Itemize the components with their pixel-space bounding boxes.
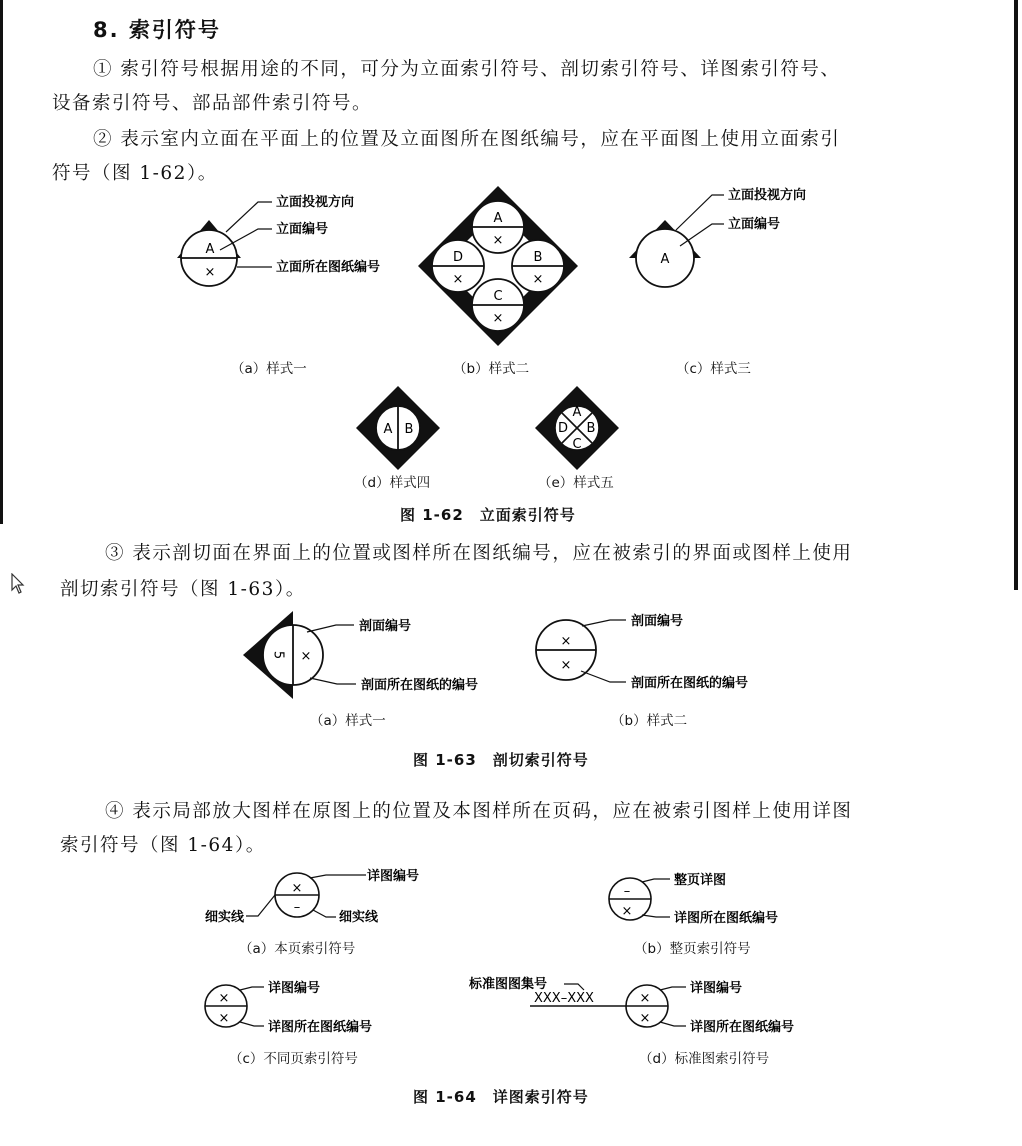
label-elevation-sheet: 立面所在图纸编号 bbox=[276, 260, 381, 275]
letter-a: A bbox=[205, 242, 215, 257]
cross-mark: × bbox=[639, 991, 651, 1006]
leader-line bbox=[307, 625, 354, 632]
figure-1-63 bbox=[0, 605, 1022, 705]
label-view-direction: 立面投视方向 bbox=[276, 195, 355, 210]
letter-c: C bbox=[493, 289, 503, 304]
leader-line bbox=[581, 671, 626, 682]
label-elevation-number: 立面编号 bbox=[728, 217, 781, 232]
paragraph-2-line-1: ② 表示室内立面在平面上的位置及立面图所在图纸编号，应在平面图上使用立面索引 bbox=[93, 129, 841, 150]
label-view-direction: 立面投视方向 bbox=[728, 188, 807, 203]
section-number: 5 bbox=[270, 650, 286, 660]
leader-line bbox=[676, 195, 724, 230]
atlas-value: XXX–XXX bbox=[534, 991, 594, 1006]
label-detail-number: 详图编号 bbox=[367, 869, 420, 884]
letter-a: A bbox=[660, 252, 670, 267]
leader-line bbox=[240, 987, 264, 990]
section-symbol-a bbox=[243, 611, 356, 699]
cross-mark: × bbox=[492, 311, 504, 326]
label-atlas-number: 标准图图集号 bbox=[469, 977, 548, 992]
section-heading: 8. 索引符号 bbox=[93, 18, 221, 42]
label-detail-sheet: 详图所在图纸编号 bbox=[690, 1020, 795, 1035]
figure-1-64 bbox=[0, 862, 1022, 1042]
cross-mark: × bbox=[492, 233, 504, 248]
label-detail-sheet: 详图所在图纸编号 bbox=[674, 911, 779, 926]
label-thin-line: 细实线 bbox=[205, 910, 245, 925]
label-section-number: 剖面编号 bbox=[359, 619, 412, 634]
label-section-sheet: 剖面所在图纸的编号 bbox=[361, 678, 479, 693]
leader-line bbox=[313, 910, 336, 917]
cross-mark: × bbox=[452, 272, 464, 287]
cross-mark: × bbox=[560, 634, 572, 649]
mouse-pointer-icon bbox=[10, 573, 26, 595]
detail-symbol-c bbox=[205, 985, 264, 1027]
elevation-symbol-c bbox=[629, 195, 724, 287]
figure-62-title: 图 1-62 立面索引符号 bbox=[400, 506, 576, 524]
caption-63b: （b）样式二 bbox=[611, 713, 688, 729]
detail-symbol-b bbox=[609, 878, 670, 920]
caption-62a: （a）样式一 bbox=[231, 361, 307, 377]
cross-mark: × bbox=[204, 265, 216, 280]
caption-64d: （d）标准图索引符号 bbox=[639, 1051, 770, 1067]
label-section-sheet: 剖面所在图纸的编号 bbox=[631, 676, 749, 691]
leader-line bbox=[642, 915, 670, 917]
elevation-symbol-d bbox=[356, 386, 440, 470]
paragraph-4-line-1: ④ 表示局部放大图样在原图上的位置及本图样所在页码，应在被索引图样上使用详图 bbox=[105, 801, 853, 822]
dash-mark: – bbox=[293, 900, 301, 915]
elevation-symbol-a bbox=[177, 202, 272, 286]
cross-mark: × bbox=[560, 658, 572, 673]
caption-62b: （b）样式二 bbox=[453, 361, 530, 377]
letter-b: B bbox=[533, 250, 543, 265]
paragraph-3-line-2: 剖切索引符号（图 1-63）。 bbox=[60, 579, 306, 600]
elevation-symbol-e bbox=[535, 386, 619, 470]
letter-b: B bbox=[404, 422, 414, 437]
paragraph-1-line-2: 设备索引符号、部品部件索引符号。 bbox=[52, 93, 373, 114]
leader-line bbox=[642, 879, 670, 882]
cross-mark: × bbox=[291, 881, 303, 896]
leader-line bbox=[660, 987, 686, 990]
cross-mark: × bbox=[218, 991, 230, 1006]
caption-62e: （e）样式五 bbox=[538, 475, 614, 491]
cross-mark: × bbox=[532, 272, 544, 287]
leader-line bbox=[226, 202, 272, 232]
label-section-number: 剖面编号 bbox=[631, 614, 684, 629]
label-full-page: 整页详图 bbox=[674, 873, 727, 888]
section-symbol-b bbox=[536, 620, 626, 682]
figure-1-62 bbox=[0, 180, 1022, 500]
leader-line bbox=[310, 678, 356, 684]
label-detail-number: 详图编号 bbox=[268, 981, 321, 996]
label-detail-number: 详图编号 bbox=[690, 981, 743, 996]
label-detail-sheet: 详图所在图纸编号 bbox=[268, 1020, 373, 1035]
letter-d: D bbox=[452, 250, 464, 265]
letter-b: B bbox=[586, 421, 596, 436]
figure-64-title: 图 1-64 详图索引符号 bbox=[413, 1088, 589, 1106]
caption-62d: （d）样式四 bbox=[354, 475, 431, 491]
caption-64b: （b）整页索引符号 bbox=[634, 941, 751, 957]
cross-mark: × bbox=[639, 1011, 651, 1026]
paragraph-1-line-1: ① 索引符号根据用途的不同，可分为立面索引符号、剖切索引符号、详图索引符号、 bbox=[93, 59, 841, 80]
paragraph-2-line-2: 符号（图 1-62）。 bbox=[52, 163, 218, 184]
paragraph-3-line-1: ③ 表示剖切面在界面上的位置或图样所在图纸编号，应在被索引的界面或图样上使用 bbox=[105, 543, 853, 564]
paragraph-4-line-2: 索引符号（图 1-64）。 bbox=[60, 835, 266, 856]
leader-line bbox=[240, 1022, 264, 1026]
letter-c: C bbox=[572, 437, 582, 452]
label-elevation-number: 立面编号 bbox=[276, 222, 329, 237]
letter-a: A bbox=[383, 422, 393, 437]
letter-a: A bbox=[493, 211, 503, 226]
caption-63a: （a）样式一 bbox=[310, 713, 386, 729]
letter-a: A bbox=[572, 405, 582, 420]
leader-line bbox=[582, 620, 626, 626]
leader-line bbox=[310, 875, 366, 878]
cross-mark: × bbox=[621, 904, 633, 919]
leader-line bbox=[660, 1022, 686, 1026]
caption-64c: （c）不同页索引符号 bbox=[229, 1051, 358, 1067]
cross-mark: × bbox=[218, 1011, 230, 1026]
caption-64a: （a）本页索引符号 bbox=[239, 941, 356, 957]
cross-mark: × bbox=[300, 649, 312, 664]
leader-line bbox=[564, 984, 584, 990]
dash-mark: – bbox=[623, 884, 631, 899]
letter-d: D bbox=[557, 421, 569, 436]
label-thin-line: 细实线 bbox=[339, 910, 379, 925]
caption-62c: （c）样式三 bbox=[676, 361, 751, 377]
figure-63-title: 图 1-63 剖切索引符号 bbox=[413, 751, 589, 769]
leader-line bbox=[246, 895, 275, 916]
